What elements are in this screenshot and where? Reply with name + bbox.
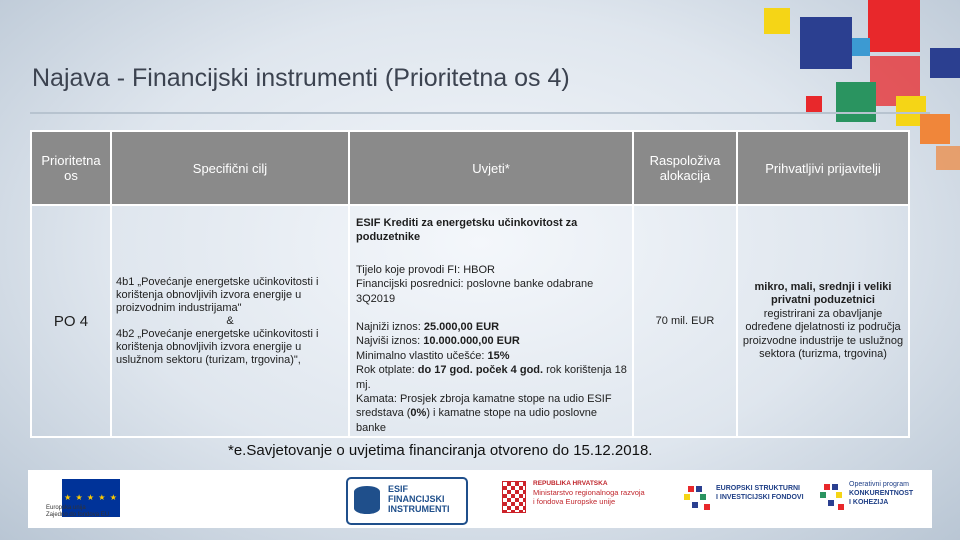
max-amount: Najviši iznos: 10.000.000,00 EUR [356,335,520,348]
goal-separator: & [226,314,234,327]
priority-cell: PO 4 [31,205,111,437]
own-share: Minimalno vlastito učešće: 15% [356,349,510,362]
op-logo-text: Operativni program KONKURENTNOST I KOHEZIJA [849,481,914,506]
eu-logo-text: Europska unija Zajedno do fondova EU [46,505,110,518]
applicants-cell [737,205,909,437]
header-applicants: Prihvatljivi prijavitelji [737,131,909,205]
conditions-cell [349,205,633,437]
intermediaries: Financijski posrednici: poslovne banke odabrane 3Q2019 [356,278,594,305]
conditions-heading: ESIF Krediti za energetsku učinkovitost za poduzetnike [356,217,578,244]
header-conditions: Uvjeti* [349,131,633,205]
consultation-note: *e.Savjetovanje o uvjetima financiranja otvoreno do 15.12.2018. [228,442,653,459]
goal-4b1: 4b1 „Povećanje energetske učinkovitosti i korištenja obnovljivih izvora energije u proizvodnim industrijama" [116,275,319,314]
decor-square [764,8,790,34]
table-row [31,205,909,437]
allocation-cell: 70 mil. EUR [633,205,737,437]
database-icon [354,486,380,514]
goal-4b2: 4b2 „Povećanje energetske učinkovitosti i korištenja obnovljivih izvora energije u uslužnom sektoru (turizam, trgovina)", [116,327,319,366]
esif-logo: ESIF FINANCIJSKI INSTRUMENTI [346,477,468,525]
applicants-description: registrirani za obavljanje određene djelatnosti iz područja proizvodne industrije te uslužnog sektora (turizma, trgovina) [742,307,904,360]
min-amount: Najniži iznos: 25.000,00 EUR [356,321,500,334]
ministry-logo-text: REPUBLIKA HRVATSKA Ministarstvo regionalnoga razvoja i fondova Europske unije [533,480,645,506]
header-allocation: Raspoloživa alokacija [633,131,737,205]
decor-square [806,96,822,112]
slide-title: Najava - Financijski instrumenti (Prioritetna os 4) [32,64,570,92]
decor-square [920,114,950,144]
title-divider [30,112,930,114]
decor-square [852,38,870,56]
header-specific-goal: Specifični cilj [111,131,349,205]
eu-flag-icon: ★ ★ ★ ★ ★ [62,479,120,517]
logo-strip [28,470,932,528]
specific-goal-cell [111,205,349,437]
decor-square [936,146,960,170]
esi-funds-text: EUROPSKI STRUKTURNI I INVESTICIJSKI FONDOVI [716,485,804,501]
instrument-table [30,130,910,438]
repayment: Rok otplate: do 17 god. poček 4 god. rok korištenja 18 mj. [356,364,627,391]
decor-square [800,17,852,69]
decor-square [836,82,876,122]
applicants-heading: mikro, mali, srednji i veliki privatni poduzetnici [754,280,892,306]
croatia-crest-icon [502,481,526,513]
implementing-body: Tijelo koje provodi FI: HBOR [356,263,495,276]
decor-square [930,48,960,78]
header-priority: Prioritetna os [31,131,111,205]
decor-square [868,0,920,52]
table-header-row [31,131,909,205]
interest: Kamata: Prosjek zbroja kamatne stope na udio ESIF sredstava (0%) i kamatne stope na udio poslovne banke [356,393,612,434]
